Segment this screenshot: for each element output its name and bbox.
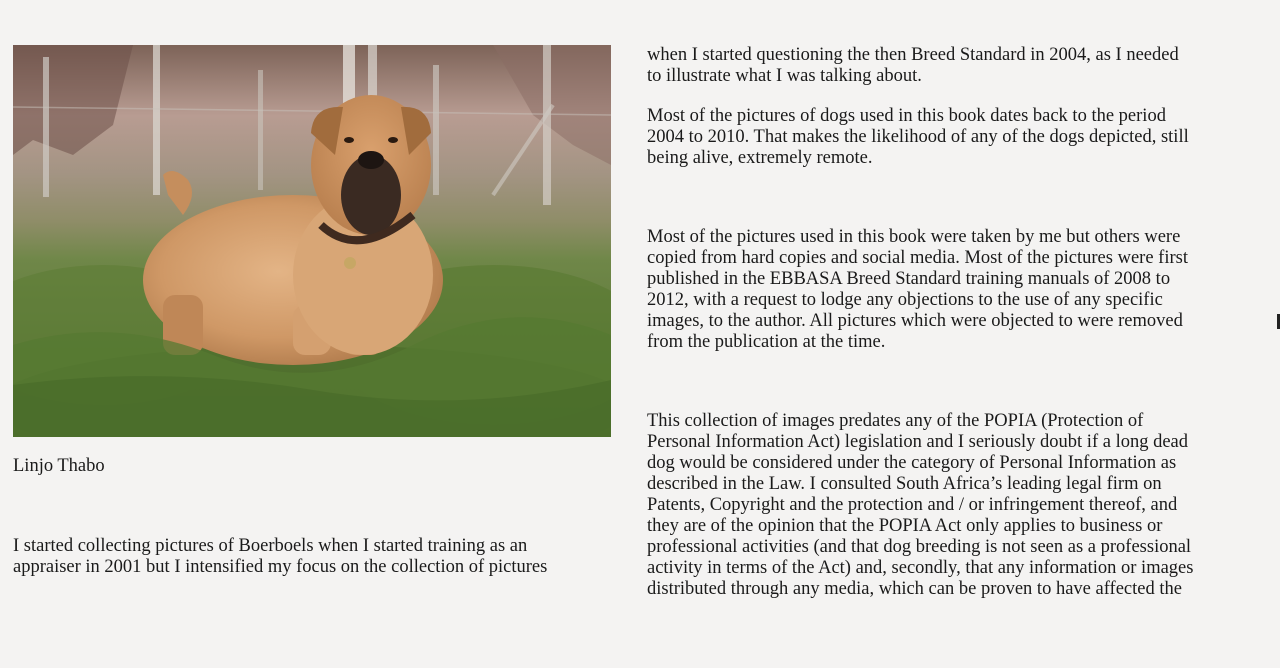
- text-line: described in the Law. I consulted South Africa’s leading legal firm on: [647, 474, 1162, 494]
- text-line: 2004 to 2010. That makes the likelihood of any of the dogs depicted, still: [647, 127, 1189, 147]
- text-line: dog would be considered under the category of Personal Information as: [647, 453, 1177, 473]
- text-line: Patents, Copyright and the protection and / or infringement thereof, and: [647, 495, 1178, 515]
- dog-photo: [13, 45, 611, 437]
- text-line: from the publication at the time.: [647, 332, 886, 352]
- text-line: published in the EBBASA Breed Standard training manuals of 2008 to: [647, 269, 1171, 289]
- text-line: This collection of images predates any of the POPIA (Protection of: [647, 411, 1144, 431]
- text-line: 2012, with a request to lodge any objections to the use of any specific: [647, 290, 1163, 310]
- photo-caption: Linjo Thabo: [13, 456, 105, 476]
- left-paragraph: [13, 536, 547, 578]
- text-line: copied from hard copies and social media. Most of the pictures were first: [647, 248, 1188, 268]
- right-paragraph-4: [647, 411, 1193, 600]
- right-paragraph-2: [647, 106, 1189, 169]
- text-line: activity in terms of the Act) and, secondly, that any information or images: [647, 558, 1194, 578]
- text-line: Most of the pictures of dogs used in this book dates back to the period: [647, 106, 1166, 126]
- text-line: professional activities (and that dog breeding is not seen as a professional: [647, 537, 1192, 557]
- text-line: they are of the opinion that the POPIA Act only applies to business or: [647, 516, 1163, 536]
- text-line: Personal Information Act) legislation and I seriously doubt if a long dead: [647, 432, 1189, 452]
- right-paragraph-3: [647, 227, 1188, 353]
- text-line: to illustrate what I was talking about.: [647, 66, 922, 86]
- text-line: being alive, extremely remote.: [647, 148, 873, 168]
- text-line: appraiser in 2001 but I intensified my focus on the collection of pictures: [13, 557, 548, 577]
- text-line: distributed through any media, which can be proven to have affected the: [647, 579, 1182, 599]
- text-line: Most of the pictures used in this book were taken by me but others were: [647, 227, 1181, 247]
- text-line: images, to the author. All pictures which were objected to were removed: [647, 311, 1183, 331]
- text-line: when I started questioning the then Breed Standard in 2004, as I needed: [647, 45, 1179, 65]
- text-line: I started collecting pictures of Boerboels when I started training as an: [13, 536, 528, 556]
- right-paragraph-1: [647, 45, 1179, 87]
